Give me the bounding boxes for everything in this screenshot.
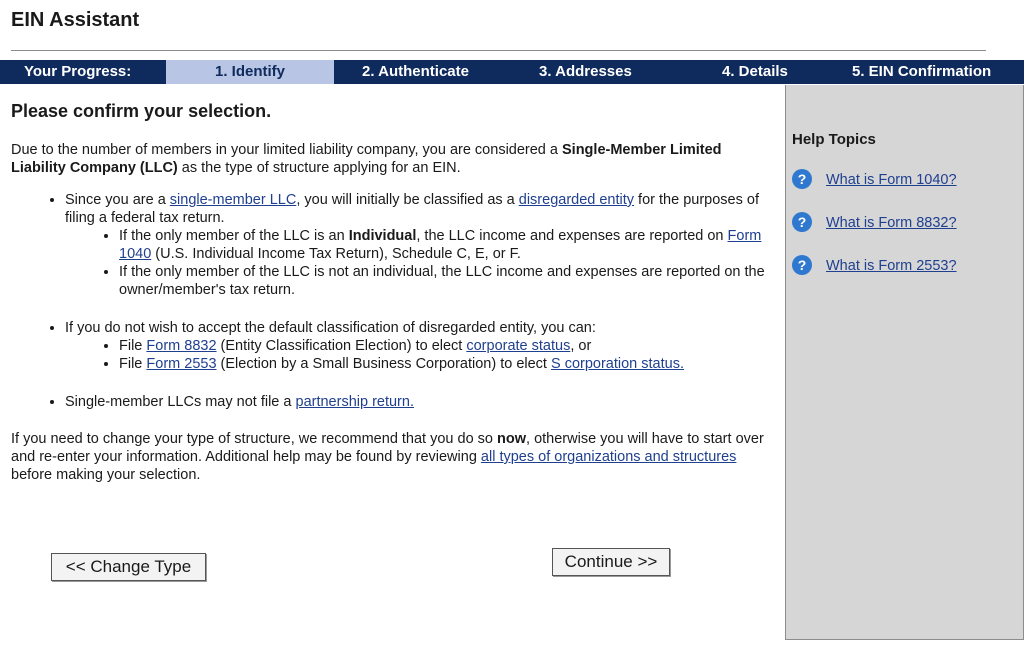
- closing-bold-text: now: [497, 431, 527, 447]
- title-divider: [11, 50, 986, 51]
- all-types-of-structures-link[interactable]: all types of organizations and structures: [480, 449, 737, 465]
- partnership-return-link[interactable]: partnership return.: [295, 394, 414, 410]
- bullet-text: If the only member of the LLC is an: [119, 228, 349, 244]
- help-link-form-1040[interactable]: What is Form 1040?: [826, 172, 957, 188]
- progress-label: Your Progress:: [24, 63, 132, 80]
- list-item: [119, 337, 773, 355]
- progress-bar: [0, 60, 1024, 84]
- progress-step-identify: 1. Identify: [166, 60, 334, 84]
- progress-step-authenticate: 2. Authenticate: [362, 63, 469, 80]
- intro-text: Due to the number of members in your limited liability company, you are considered a: [11, 142, 562, 158]
- bullet-text: File: [119, 338, 147, 354]
- continue-button[interactable]: Continue >>: [552, 548, 670, 576]
- app-title: EIN Assistant: [11, 9, 140, 31]
- help-sidebar: [785, 85, 1024, 640]
- list-item: [65, 393, 773, 411]
- bullet-text: (Entity Classification Election) to elect: [216, 338, 467, 354]
- list-item: [65, 191, 773, 299]
- closing-text: If you need to change your type of structure, we recommend that you do so: [11, 431, 498, 447]
- bullet-text: (U.S. Individual Income Tax Return), Schedule C, E, or F.: [151, 246, 521, 262]
- disregarded-entity-link[interactable]: disregarded entity: [518, 192, 635, 208]
- bullet-text: , the LLC income and expenses are reported on: [416, 228, 728, 244]
- question-circle-icon: ?: [792, 255, 812, 275]
- list-item: [119, 355, 773, 373]
- list-item: [119, 227, 773, 263]
- s-corporation-status-link[interactable]: S corporation status.: [551, 356, 684, 372]
- progress-step-ein-confirmation: 5. EIN Confirmation: [852, 63, 992, 80]
- structure-type: Single-Member Limited Liability Company (LLC): [11, 142, 722, 176]
- intro-paragraph: [11, 141, 773, 177]
- list-item: [65, 319, 773, 373]
- closing-text-end: before making your selection.: [11, 467, 201, 483]
- help-link-form-8832[interactable]: What is Form 8832?: [826, 215, 957, 231]
- question-circle-icon: ?: [792, 212, 812, 232]
- bullet-text: File: [119, 356, 147, 372]
- bullet-bold-text: Individual: [348, 228, 417, 244]
- intro-text-end: as the type of structure applying for an EIN.: [177, 160, 461, 176]
- list-item: • If the only member of the LLC is not an individual, the LLC income and expenses are reported on the owner/member's tax return.: [119, 263, 773, 299]
- change-type-button[interactable]: << Change Type: [51, 553, 206, 581]
- progress-step-addresses: 3. Addresses: [539, 63, 632, 80]
- closing-text: , otherwise you will have to start over and re-enter your information. Additional help may be found by reviewing: [11, 431, 764, 465]
- page-heading: Please confirm your selection.: [11, 101, 272, 121]
- help-topics-title: Help Topics: [792, 131, 876, 148]
- sub-list: [65, 337, 773, 373]
- form-2553-link[interactable]: Form 2553: [146, 356, 217, 372]
- sub-list: [65, 227, 773, 299]
- bullet-text: , you will initially be classified as a: [296, 192, 519, 208]
- corporate-status-link[interactable]: corporate status: [466, 338, 571, 354]
- main-content: [11, 100, 773, 484]
- form-1040-link[interactable]: Form 1040: [119, 228, 762, 262]
- single-member-llc-link[interactable]: single-member LLC: [169, 192, 297, 208]
- help-link-form-2553[interactable]: What is Form 2553?: [826, 258, 957, 274]
- bullet-text: If you do not wish to accept the default classification of disregarded entity, you can:: [65, 320, 596, 336]
- bullet-text: Since you are a: [65, 192, 170, 208]
- bullet-text: (Election by a Small Business Corporation) to elect: [216, 356, 551, 372]
- form-8832-link[interactable]: Form 8832: [146, 338, 217, 354]
- question-circle-icon: ?: [792, 169, 812, 189]
- progress-step-details: 4. Details: [722, 63, 788, 80]
- bullet-text: for the purposes of filing a federal tax return.: [65, 192, 759, 226]
- classification-list: [11, 191, 773, 411]
- bullet-text: , or: [570, 338, 592, 354]
- closing-paragraph: [11, 430, 773, 484]
- bullet-text: Single-member LLCs may not file a: [65, 394, 296, 410]
